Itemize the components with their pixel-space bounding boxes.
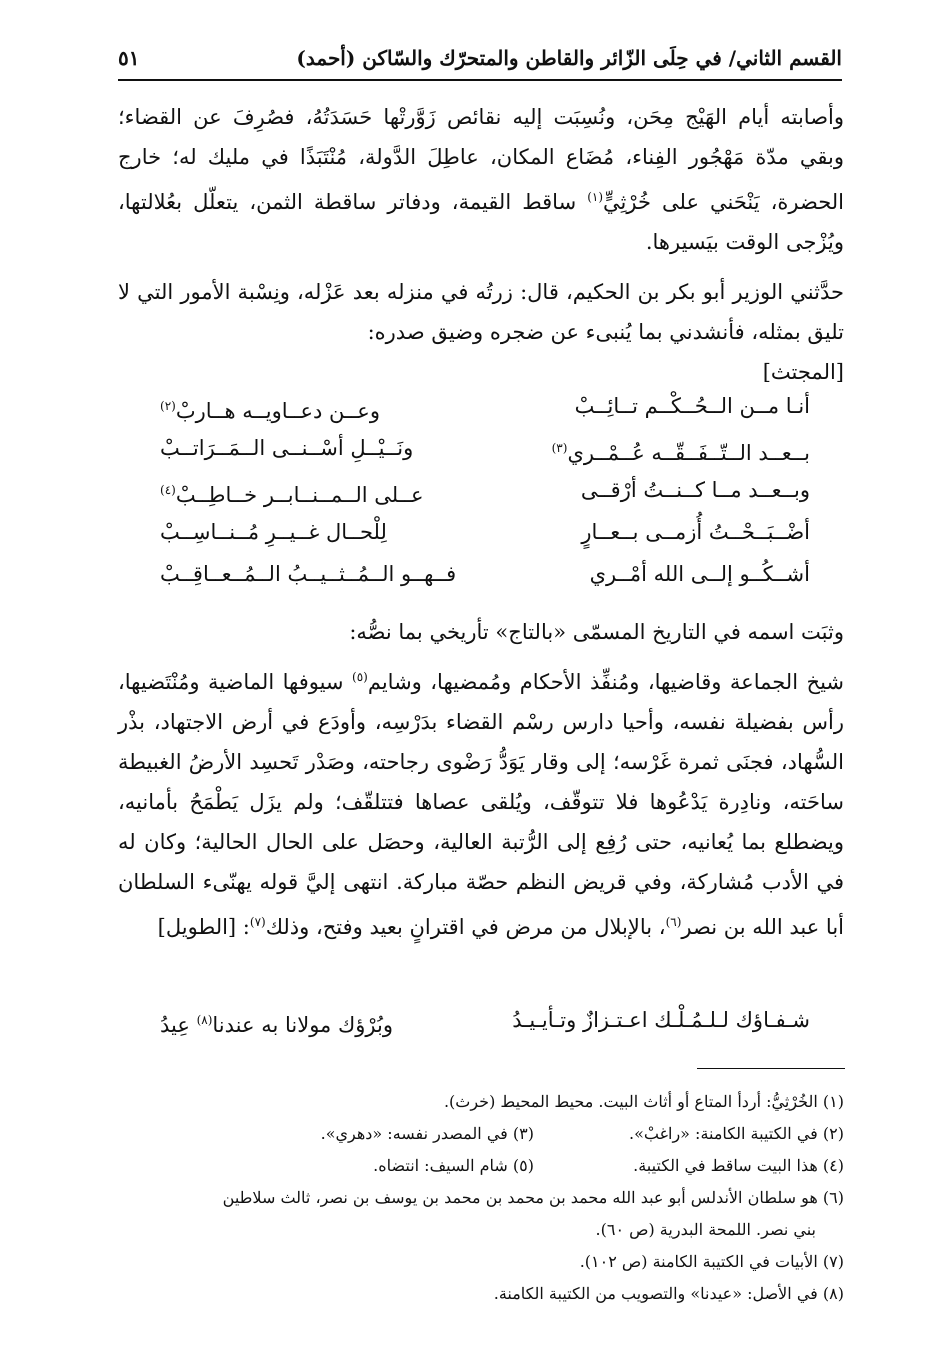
verse-second-hemistich: لِلْحــال غــيــرِ مُــنــاسِــبْ — [160, 520, 387, 544]
footnote-ref-5: (٥) — [352, 670, 368, 684]
paragraph-1-tail: ساقط القيمة، ودفاتر ساقطة الثمن، يتعلّل بعُلالتها، ويُزْجى الوقت بيَسيرها. — [118, 190, 844, 254]
paragraph-1-text: وأصابته أيام الهَيْج مِحَن، ونُسِبَت إليه نقائص زَوَّرتْها حَسَدَتُهُ، فصُرِفَ عن القضاء؛ وبقي مدّة مَهْجُور الفِناء، مُضَاع المكان، عاطِلَ الدَّولة، مُنْتَبَذًا في مليك له؛ خارج الحضرة، يَنْحَني على خُرْثِيٍّ — [118, 105, 845, 214]
footnote-ref-2: (٢) — [160, 399, 176, 413]
footnote-row — [118, 1118, 844, 1150]
verse-first-hemistich: أضْــبَــحْــتُ أُزمــى بــعــارٍ — [581, 520, 810, 544]
header-title: القسم الثاني/ في حِلَى الزّائر والقاطن والمتحرّك والسّاكن (أحمد) — [296, 46, 842, 70]
verse-second-hemistich: وعــن دعــاويــه هــاربْ$^{(٢)}$ — [160, 399, 380, 423]
footnote-1: (١) الخُرْثِيُّ: أردأ المتاع أو أثاث البيت. محيط المحيط (خرث). — [443, 1092, 844, 1111]
footnote-6: (٦) هو سلطان الأندلس أبو عبد الله محمد بن محمد بن محمد بن يوسف بن نصر، ثالث سلاطين — [222, 1188, 844, 1207]
verse-second-hemistich: فــهــو الــمُــثــيــبُ الــمُــعــاقِــبْ — [160, 562, 457, 586]
verse-second-hemistich: عــلى الــمــنــابــر خــاطِــبْ$^{(٤)}$ — [160, 483, 424, 507]
paragraph-4-text-c: ، بالإبلال من مرض في اقترانٍ بعيد وفتح، وذلك — [265, 915, 666, 939]
paragraph-3 — [118, 612, 844, 652]
footnote-7: (٧) الأبيات في الكتيبة الكامنة (ص ١٠٢). — [579, 1252, 844, 1271]
paragraph-1 — [118, 97, 844, 262]
closing-verse — [160, 1000, 810, 1040]
closing-verse-second: وبُرْؤك مولانا به عندنا$^{(٨)}$ عِيدُ — [160, 1013, 394, 1037]
paragraph-2 — [118, 272, 844, 392]
running-header — [118, 40, 842, 76]
poem — [160, 385, 810, 595]
paragraph-4-text-d: : [الطويل] — [157, 915, 250, 939]
footnote-rule — [697, 1068, 845, 1069]
footnotes — [118, 1086, 844, 1310]
paragraph-2-text: حدَّثني الوزير أبو بكر بن الحكيم، قال: زرتُه في منزله بعد عَزْله، ونِسْبة الأمور التي لا تليق بمثله، فأنشدني بما يُنبىء عن ضجره وضيق صدره: — [118, 280, 844, 344]
footnote-row — [118, 1150, 844, 1182]
footnote-3: (٣) في المصدر نفسه: «دهري». — [320, 1124, 534, 1143]
footnote-ref-1: (١) — [587, 190, 604, 204]
footnote-ref-4: (٤) — [160, 483, 176, 497]
verse-first-hemistich: وبــعــد مــا كــنــتُ أرْقــى — [580, 478, 810, 502]
meter-label: [المجتث] — [762, 360, 844, 384]
verse-line — [160, 511, 810, 553]
footnote-6-continuation: بني نصر. اللمحة البدرية (ص ٦٠). — [595, 1220, 816, 1239]
paragraph-4-text-b: سيوفها الماضية ومُنْتَضيها، رأس بفضيلة نفسه، وأحيا دارس رسْم القضاء بدَرْسِه، وأودَع في أرض الاجتهاد، بذْر السُّهاد، فجنَى ثمرة غَرْسه؛ إلى وقار يَوَدُّ رَضْوى رجاحته، وصَدْر تَحسِد الأرضُ الغبيطة ساحَته، ونادِرة يَدْعُوها فلا تتوقّف، ويُلقى عصاها فتتلقّف؛ ولم يزَل يَطْمَحُ بأمانيه، ويضطلع بما يُعانيه، حتى رُفِع إلى الرُّتبة العالية، وحصَل على الحال الحالية؛ وكان له في الأدب مُشاركة، وفي قريض النظم حصّة مباركة. انتهى إليَّ قوله يهنّىء السلطان أبا عبد الله بن نصر — [118, 670, 844, 939]
footnote-4: (٤) هذا البيت ساقط في الكتيبة. — [633, 1156, 844, 1175]
verse-second-hemistich: ونَــيْــلِ أسْــنــى الــمَــرَاتــبْ — [160, 436, 414, 460]
verse-line — [160, 385, 810, 427]
paragraph-4-text-a: شيخ الجماعة وقاضيها، ومُنفِّذ الأحكام ومُمضيها، وشايم — [367, 670, 844, 694]
paragraph-3-text: وثبَت اسمه في التاريخ المسمّى «بالتاج» تأريخي بما نصُّه: — [349, 620, 844, 644]
paragraph-4 — [118, 657, 844, 947]
verse-first-hemistich: أشــكُــو إلــى الله أمْــري — [589, 562, 810, 586]
footnote-5: (٥) شام السيف: انتضاه. — [373, 1156, 534, 1175]
verse-line — [160, 427, 810, 469]
header-rule — [118, 79, 842, 81]
verse-first-hemistich: أنـا مــن الــحُــكْــم تــائِــبْ — [574, 394, 810, 418]
footnote-2: (٢) في الكتيبة الكامنة: «راغبْ». — [629, 1124, 844, 1143]
verse-line — [160, 553, 810, 595]
verse-first-hemistich: بــعــد الــتّــفَــقّــه عُــمْــري$^{(٣)}$ — [551, 441, 810, 465]
footnote-ref-6: (٦) — [665, 915, 682, 929]
footnote-ref-8: (٨) — [196, 1013, 213, 1027]
verse-line — [160, 469, 810, 511]
footnote-ref-3: (٣) — [551, 441, 568, 455]
page-number: ٥١ — [118, 46, 140, 70]
footnote-8: (٨) في الأصل: «عيدنا» والتصويب من الكتيبة الكامنة. — [493, 1284, 844, 1303]
closing-verse-first: شـفـاؤك لـلـمُـلْـك اعـتـزازٌ وتـأيـيـدُ — [512, 1008, 810, 1032]
footnote-ref-7: (٧) — [249, 915, 266, 929]
